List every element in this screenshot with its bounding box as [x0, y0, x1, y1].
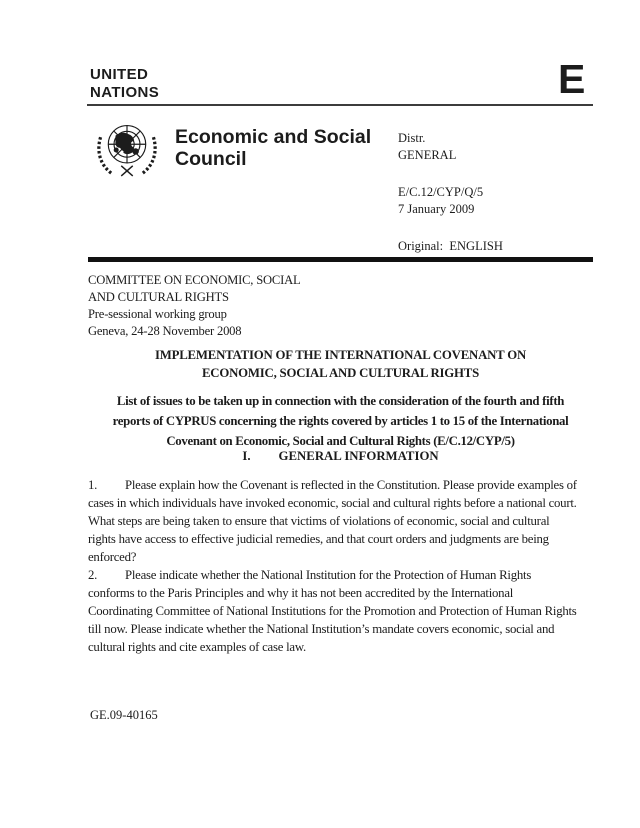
paragraph-2 [88, 566, 613, 656]
un-emblem-icon [91, 114, 163, 186]
section-number: I. [242, 449, 251, 463]
document-series-letter: E [558, 56, 586, 102]
paragraph-2-text: Please indicate whether the National Institution for the Protection of Human Rights conforms to the Paris Principles and why it has not been accredited by the International Coordinating Committee of National Institutions for the Promotion and Protection of Human Rights till now. Please indicate whether the National Institution’s mandate covers economic, social and cultural rights and cite examples of case law. [88, 568, 577, 654]
header-rule [87, 104, 593, 106]
council-title: Economic and Social Council [175, 126, 372, 170]
separator-rule [88, 257, 593, 262]
document-symbol-and-date: E/C.12/CYP/Q/5 7 January 2009 [398, 185, 484, 216]
document-subtitle: List of issues to be taken up in connection with the consideration of the fourth and fifth reports of CYPRUS concerning the rights covered by articles 1 to 15 of the International Covenant on Economic, Social and Cultural Rights (E/C.12/CYP/5) [112, 394, 569, 448]
paragraph-1-number: 1. [88, 478, 98, 492]
distribution-label: Distr. GENERAL [398, 131, 457, 162]
paragraph-2-number: 2. [88, 568, 98, 582]
section-title: GENERAL INFORMATION [278, 449, 439, 463]
un-name-header: UNITED NATIONS [90, 66, 160, 101]
section-heading [88, 449, 593, 464]
original-language-label: Original: ENGLISH [398, 239, 503, 253]
committee-session-block: COMMITTEE ON ECONOMIC, SOCIAL AND CULTURAL RIGHTS Pre-sessional working group Geneva, 24-28 November 2008 [88, 273, 301, 338]
paragraph-1-text: Please explain how the Covenant is reflected in the Constitution. Please provide examples of cases in which individuals have invoked economic, social and cultural rights before a national court. What steps are being taken to ensure that victims of violations of economic, social and cultural rights have access to effective judicial remedies, and that court orders and judgments are being enforced? [88, 478, 577, 564]
paragraph-1 [88, 476, 613, 566]
document-title: IMPLEMENTATION OF THE INTERNATIONAL COVENANT ON ECONOMIC, SOCIAL AND CULTURAL RIGHTS [154, 348, 527, 380]
document-registration-code: GE.09-40165 [90, 708, 158, 722]
